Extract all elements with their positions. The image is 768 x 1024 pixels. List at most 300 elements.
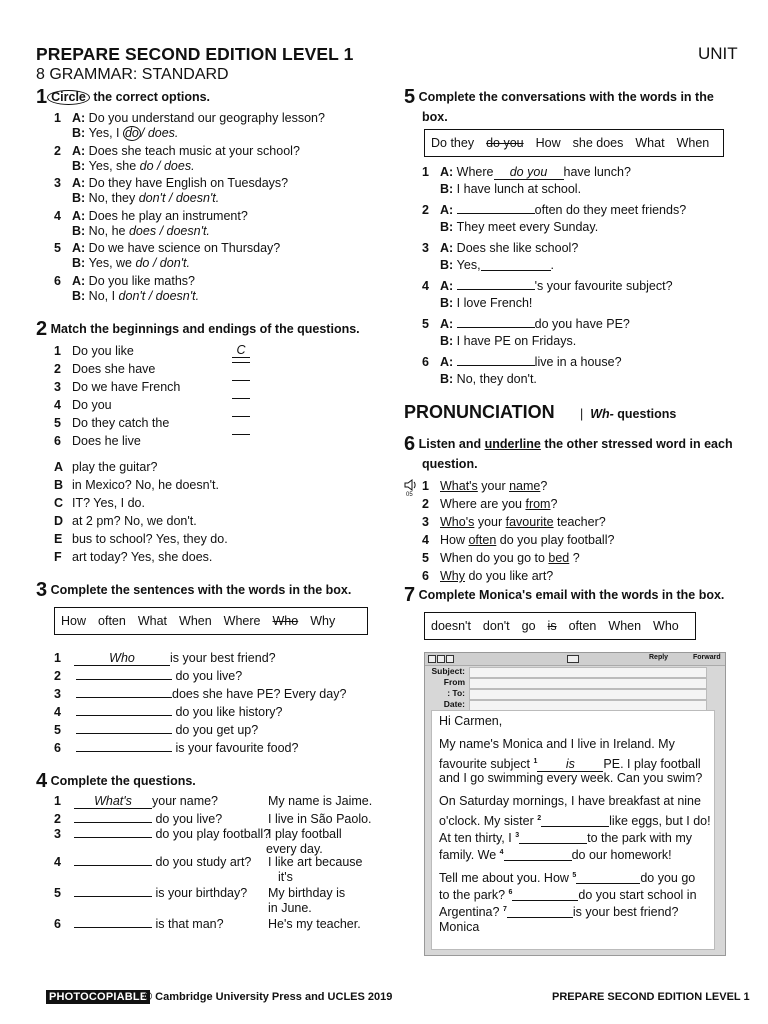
question-text: ? [550,497,558,511]
ex6-instruction-1: Listen and underline the other stressed word in each [418,437,733,451]
email-line: o'clock. My sister $^2$ like eggs, but I do! [439,814,711,828]
match-beginning: Do you [72,398,112,412]
gap-fill[interactable] [457,327,535,328]
box-word: What [635,136,665,150]
match-beginning: Does he live [72,434,141,448]
ending-letter: C [54,496,64,510]
gap-fill[interactable] [76,679,172,680]
speaker-b-label: B: [440,296,457,310]
box-word: do you [486,136,524,150]
item-number: 4 [422,533,429,547]
match-item [54,380,180,395]
sentence-item [54,651,276,666]
gap-fill[interactable]: do you [494,166,564,180]
speaker-a-label: A: [72,111,89,125]
ending-text: bus to school? Yes, they do. [72,532,228,546]
conversation-b [440,296,532,311]
speaker-b-label: B: [440,372,457,386]
gap-fill[interactable] [457,289,535,290]
item-number: 1 [422,479,429,493]
sentence-item [54,723,258,738]
question-text: live in a house? [534,355,622,369]
answer-text: Yes, [456,258,481,272]
ex4-instruction: Complete the questions. [50,774,196,788]
question-text: your name? [152,794,219,808]
ex3-instruction: Complete the sentences with the words in the box. [50,583,352,597]
question-item [54,855,251,870]
subject-field[interactable] [469,667,707,678]
box-word: she does [572,136,624,150]
ex1-number: 1 [36,86,48,108]
item-number: 4 [54,855,61,869]
ex6-heading [404,433,733,455]
conversation-b [440,334,576,349]
speaker-a-label: A: [440,317,457,331]
question-text: do you live? [152,812,223,826]
answer-text: . [550,258,555,272]
question-item [54,917,224,932]
box-word: When [179,614,212,628]
forward-button[interactable]: Forward [693,654,721,661]
ending-letter: D [54,514,64,528]
item-number: 2 [422,497,429,511]
ending-letter: A [54,460,64,474]
item-number: 6 [54,274,61,288]
answer-options[interactable]: / does. [140,126,179,140]
to-field[interactable] [469,689,707,700]
gap-fill[interactable] [76,751,172,752]
stressed-word[interactable]: Why [440,569,465,583]
ex7-word-box [424,612,696,640]
match-item [54,416,169,431]
answer-text: I like art because [268,855,363,869]
ex5-word-box [424,129,724,157]
box-word: How [535,136,561,150]
gap-fill[interactable]: Who [74,652,170,666]
from-label: From [443,677,465,687]
sentence-text: is your best friend? [170,651,276,665]
box-word: Why [310,614,336,628]
item-number: 5 [54,886,61,900]
box-word: Where [223,614,261,628]
box-word: Do they [431,136,475,150]
gap-fill[interactable] [74,927,152,928]
answer-b [72,126,178,141]
question-text: Do you like maths? [88,274,195,288]
answer-text: No, they don't / doesn't. [88,191,220,206]
match-beginning: Do you like [72,344,134,358]
ex3-word-box [54,607,368,635]
question-item [54,886,247,901]
item-number: 4 [54,398,61,412]
question-text: Do they have English on Tuesdays? [88,176,289,191]
ex5-number: 5 [404,86,416,108]
item-number: 1 [54,794,61,808]
answer-b [72,256,190,271]
pron-item [422,551,580,566]
answer-b [72,289,199,304]
item-number: 1 [54,344,61,358]
email-line: to the park? $^6$ do you start school in [439,888,697,902]
answer-text: My name is Jaime. [268,794,373,808]
question-text: Does he play an instrument? [88,208,248,223]
conversation-b [440,220,598,235]
question-text: ? [540,479,548,493]
subject-label: Subject: [431,666,465,676]
ex2-instruction: Match the beginnings and endings of the questions. [50,322,360,336]
question-text: your [474,515,506,529]
conversation-b [440,258,554,273]
item-number: 5 [54,241,61,256]
ex3-heading [36,579,352,601]
box-word: often [98,614,126,628]
answer-text: I have PE on Fridays. [456,334,577,348]
email-greeting: Hi Carmen, [439,714,503,728]
stressed-word[interactable]: often [468,533,497,547]
date-label: Date: [443,699,465,709]
item-number: 6 [422,569,429,583]
ending-text: art today? Yes, she does. [72,550,213,564]
ex2-number: 2 [36,318,48,340]
speaker-a-label: A: [72,176,89,191]
question-item [54,812,222,827]
sentence-text: do you like history? [172,705,283,719]
gap-fill[interactable] [74,837,152,838]
photocopiable-badge: PHOTOCOPIABLE [46,990,150,1004]
match-answer[interactable] [232,416,250,417]
ex6-number: 6 [404,433,416,455]
ex1-instruction: the correct options. [89,90,211,104]
speaker-b-label: B: [72,126,89,140]
item-number: 3 [422,241,429,255]
speaker-a-label: A: [72,143,89,158]
email-line: At ten thirty, I $^3$ to the park with my [439,831,692,845]
item-number: 3 [54,176,61,191]
match-answer[interactable] [232,362,250,363]
footer-title: PREPARE SECOND EDITION LEVEL 1 [552,991,750,1003]
ex5-instruction-2: box. [422,110,448,124]
reply-button[interactable]: Reply [649,654,669,661]
match-ending [54,496,145,511]
sentence-item [54,687,346,702]
question-text: 's your favourite subject? [534,279,673,293]
item-number: 5 [54,723,61,737]
ending-text: at 2 pm? No, we don't. [72,514,197,528]
stressed-word[interactable]: Who's [440,515,475,529]
item-number: 1 [54,111,61,125]
question-text: Does she like school? [456,241,579,255]
question-text: Does she teach music at your school? [88,143,300,158]
gap-fill[interactable] [481,258,551,271]
window-control-icon[interactable] [437,655,445,663]
ending-text: IT? Yes, I do. [72,496,145,510]
conversation-a [422,203,686,218]
question-text: do you have PE? [534,317,630,331]
sentence-text: is your favourite food? [172,741,299,755]
speaker-b-label: B: [72,289,89,303]
email-line: On Saturday mornings, I have breakfast at nine [439,794,701,808]
gap-fill[interactable] [74,896,152,897]
email-gap-4[interactable] [504,848,572,861]
item-number: 3 [54,687,61,701]
item-number: 3 [422,515,429,529]
question-text: often do they meet friends? [534,203,687,217]
ex5-heading [404,86,714,108]
speaker-b-label: B: [72,191,89,206]
item-number: 2 [54,143,61,158]
answer-options[interactable]: don't / doesn't. [118,289,200,303]
question-a [54,209,248,224]
ex7-heading [404,584,725,606]
unit-label: UNIT [698,44,738,63]
answer-text: I love French! [456,296,533,310]
answer-options[interactable]: don't / doesn't. [138,191,220,206]
to-label: : To: [447,688,465,698]
pronunciation-heading: PRONUNCIATION [404,402,555,422]
email-line: My name's Monica and I live in Ireland. My [439,737,675,751]
ending-letter: B [54,478,64,492]
speaker-b-label: B: [440,220,457,234]
box-word: What [137,614,168,628]
item-number: 4 [422,279,429,293]
match-ending [54,460,157,475]
speaker-b-label: B: [72,256,89,271]
ex2-heading [36,318,360,340]
email-window [424,652,726,956]
ex3-number: 3 [36,579,48,601]
question-a [54,144,300,159]
question-item [54,794,218,809]
sentence-text: do you get up? [172,723,259,737]
speaker-b-label: B: [72,158,89,173]
speaker-a-label: A: [72,274,89,288]
email-line: Tell me about you. How $^5$ do you go [439,871,696,885]
match-beginning: Do they catch the [72,416,170,430]
speaker-a-label: A: [440,355,457,369]
question-text: do you like art? [465,569,554,583]
conversation-a [422,317,630,332]
item-number: 2 [54,812,61,826]
speaker-a-label: A: [72,241,89,256]
conversation-b [440,182,581,197]
ending-text: play the guitar? [72,460,158,474]
stressed-word[interactable]: name [509,479,541,493]
match-ending [54,514,197,529]
box-word: When [676,136,710,150]
speaker-a-label: A: [440,165,457,179]
email-signoff: Monica [439,920,480,934]
ex1-circle-word: Circle [47,90,90,105]
answer-text: Yes, I do / does. [88,126,179,140]
answer-text: it's [278,870,293,884]
ex1-heading [36,86,211,108]
answer-text: My birthday is [268,886,346,900]
ex4-heading [36,770,196,792]
match-answer[interactable]: C [232,344,250,358]
answer-text: I live in São Paolo. [268,812,372,826]
gap-fill[interactable] [76,715,172,716]
item-number: 6 [54,434,61,448]
item-number: 6 [54,917,61,931]
email-line: and I go swimming every week. Can you swim? [439,771,703,785]
conversation-a [422,241,578,256]
question-text: have lunch? [563,165,631,179]
item-number: 1 [54,651,61,665]
email-gap-2[interactable] [541,814,609,827]
match-item [54,362,155,377]
speaker-b-label: B: [440,258,457,272]
box-word: Who [653,619,679,633]
match-item [54,398,112,413]
gap-fill[interactable] [76,697,172,698]
item-number: 2 [54,669,61,683]
page-title: PREPARE SECOND EDITION LEVEL 1 [36,44,354,64]
circled-answer[interactable]: do [124,126,139,140]
question-text: do you play football? [496,533,615,547]
email-line: family. We $^4$ do our homework! [439,848,672,862]
ending-text: in Mexico? No, he doesn't. [72,478,219,492]
item-number: 3 [54,827,61,841]
pron-item [422,479,547,494]
conversation-b [440,372,537,387]
match-ending [54,532,228,547]
question-a [54,111,325,126]
ex7-instruction: Complete Monica's email with the words in the box. [418,588,725,602]
window-control-icon[interactable] [428,655,436,663]
item-number: 2 [54,362,61,376]
ex4-number: 4 [36,770,48,792]
question-text: How [440,533,469,547]
pron-item [422,569,553,584]
answer-text: They meet every Sunday. [456,220,599,234]
ex7-number: 7 [404,584,416,606]
ex5-instruction-1: Complete the conversations with the words in the [418,90,714,104]
from-field[interactable] [469,678,707,689]
conversation-a [422,165,631,180]
email-gap-7[interactable] [507,905,573,918]
speaker-b-label: B: [440,182,457,196]
answer-options[interactable]: do / does. [139,158,195,173]
email-gap-1[interactable]: is [537,758,603,772]
box-word: When [608,619,642,633]
gap-fill[interactable] [457,365,535,366]
box-word: How [61,614,87,628]
question-item [54,827,270,842]
answer-text: He's my teacher. [268,917,361,931]
sentence-text: does she have PE? Every day? [172,687,347,701]
match-item [54,344,134,359]
match-beginning: Does she have [72,362,156,376]
question-text: When do you go to [440,551,549,565]
item-number: 1 [422,165,429,179]
question-text: is your birthday? [152,886,248,900]
gap-fill[interactable] [74,865,152,866]
question-text: Where are you [440,497,526,511]
email-line: Argentina? $^7$ is your best friend? [439,905,679,919]
pron-item [422,515,606,530]
sentence-item [54,705,282,720]
question-text: Do you understand our geography lesson? [88,111,325,125]
answer-text: No, he does / doesn't. [88,223,210,238]
speaker-a-label: A: [72,208,89,223]
answer-text: No, I don't / doesn't. [88,289,200,303]
ending-letter: E [54,532,63,546]
stressed-word[interactable]: bed [548,551,570,565]
match-ending [54,550,212,565]
gap-fill[interactable] [76,733,172,734]
question-text: teacher? [553,515,606,529]
stressed-word[interactable]: from [525,497,551,511]
match-ending [54,478,219,493]
ex6-instruction-2: question. [422,457,478,471]
answer-b [72,224,210,239]
answer-b [72,191,219,206]
question-text: ? [569,551,580,565]
window-control-icon[interactable] [446,655,454,663]
audio-track-number: 05 [406,492,413,498]
item-number: 6 [422,355,429,369]
answer-text: Yes, we do / don't. [88,256,190,271]
gap-fill[interactable] [457,213,535,214]
speaker-a-label: A: [440,279,457,293]
question-text: do you play football? [152,827,271,841]
answer-text: I have lunch at school. [456,182,582,196]
speaker-a-label: A: [440,241,457,255]
question-text: do you study art? [152,855,252,869]
match-item [54,434,141,449]
email-gap-3[interactable] [519,831,587,844]
answer-text: every day. [266,842,323,856]
match-answer[interactable] [232,380,250,381]
item-number: 5 [422,551,429,565]
box-word: Who [272,614,299,628]
conversation-a [422,279,673,294]
copyright-text: © Cambridge University Press and UCLES 2019 [144,991,393,1003]
stressed-word[interactable]: What's [440,479,478,493]
dropdown-icon[interactable] [567,655,579,663]
match-answer[interactable] [232,434,250,435]
pron-item [422,533,614,548]
box-word: often [568,619,597,633]
item-number: 4 [54,208,61,223]
question-text: is that man? [152,917,224,931]
answer-options[interactable]: do / don't. [135,256,190,271]
gap-fill[interactable]: What's [74,795,152,809]
item-number: 2 [422,203,429,217]
stressed-word[interactable]: favourite [505,515,554,529]
sentence-text: do you live? [172,669,243,683]
question-a [54,241,280,256]
ending-letter: F [54,550,62,564]
item-number: 5 [422,317,429,331]
sentence-item [54,741,298,756]
email-gap-5[interactable] [576,871,640,884]
answer-text: No, they don't. [456,372,537,386]
item-number: 6 [54,741,61,755]
speaker-b-label: B: [72,223,89,238]
answer-options[interactable]: does / doesn't. [128,223,210,238]
answer-b [72,159,195,174]
email-body [431,710,715,950]
page-subtitle: 8 GRAMMAR: STANDARD [36,66,229,83]
gap-fill[interactable] [74,822,152,823]
email-gap-6[interactable] [512,888,578,901]
box-word: is [547,619,557,633]
question-a [54,176,288,191]
answer-text: in June. [268,901,312,915]
match-answer[interactable] [232,398,250,399]
question-text: Do we have science on Thursday? [88,241,281,256]
